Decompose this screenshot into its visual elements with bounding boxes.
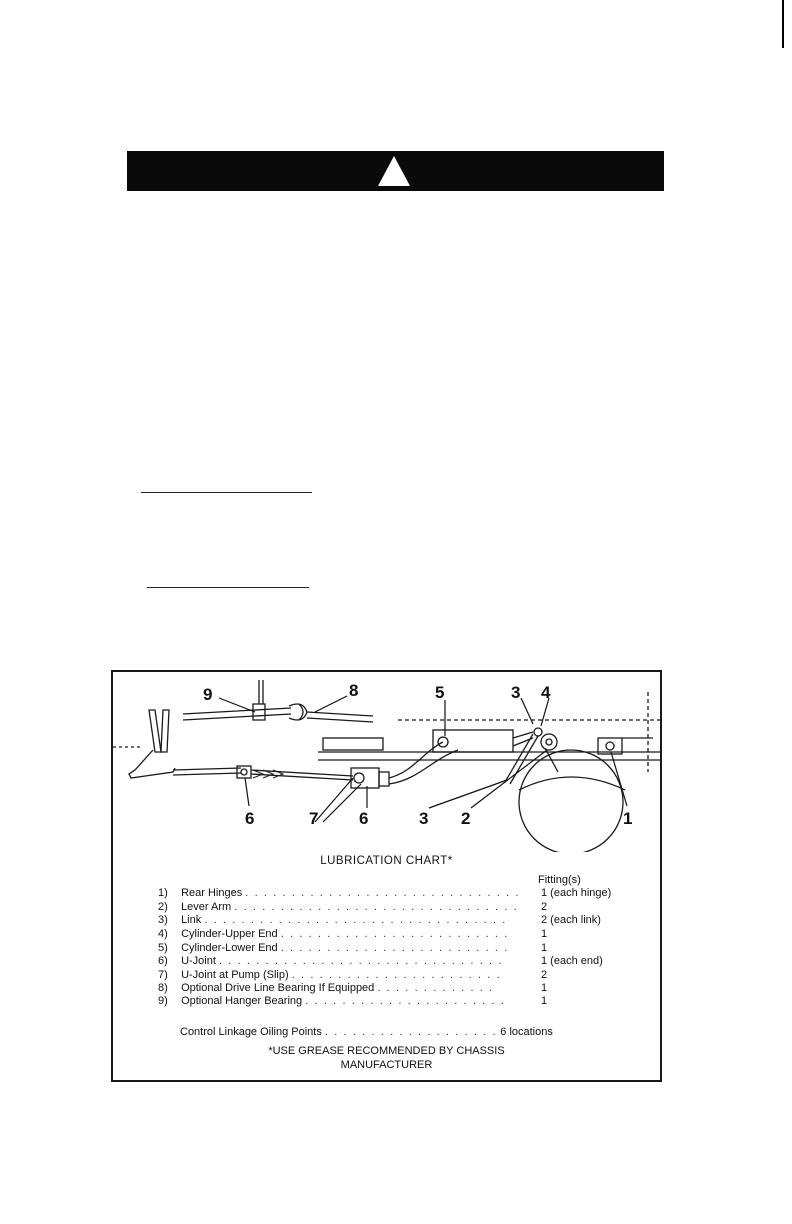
chart-row-2 bbox=[158, 901, 638, 914]
row-value: 1 bbox=[541, 928, 548, 940]
warning-banner bbox=[127, 151, 664, 191]
callout-3-bottom: 3 bbox=[419, 809, 429, 828]
callout-1: 1 bbox=[623, 809, 633, 828]
callout-9: 9 bbox=[203, 685, 213, 704]
chart-row-3 bbox=[158, 914, 638, 927]
row-number: 5) bbox=[158, 942, 168, 954]
chassis-diagram bbox=[113, 672, 660, 852]
row-value: 1 (each hinge) bbox=[541, 887, 612, 899]
row-number: 2) bbox=[158, 901, 168, 913]
callout-8: 8 bbox=[349, 681, 359, 700]
chart-title: LUBRICATION CHART* bbox=[320, 855, 453, 867]
row-label: U-Joint bbox=[181, 955, 216, 967]
oiling-points-row bbox=[180, 1026, 553, 1038]
row-leader: . . . . . . . . . . . . . . . . . . . . . . . . . bbox=[280, 928, 509, 940]
callout-6-left: 6 bbox=[245, 809, 255, 828]
chart-row-8 bbox=[158, 982, 638, 995]
row-value: 1 (each end) bbox=[541, 955, 603, 967]
chart-row-6 bbox=[158, 955, 638, 968]
chart-row-4 bbox=[158, 928, 638, 941]
callout-4: 4 bbox=[541, 683, 551, 702]
grease-note-line-1: *USE GREASE RECOMMENDED BY CHASSIS bbox=[268, 1045, 505, 1057]
oiling-value: 6 locations bbox=[500, 1026, 553, 1038]
row-number: 8) bbox=[158, 982, 168, 994]
row-number: 6) bbox=[158, 955, 168, 967]
underline-blank-2 bbox=[147, 587, 309, 588]
row-label: Optional Drive Line Bearing If Equipped bbox=[181, 982, 375, 994]
row-label: Cylinder-Lower End bbox=[181, 942, 278, 954]
chart-row-7 bbox=[158, 969, 638, 982]
row-number: 3) bbox=[158, 914, 168, 926]
row-number: 4) bbox=[158, 928, 168, 940]
row-leader: . . . . . . . . . . . . . bbox=[377, 982, 494, 994]
row-label: Link bbox=[181, 914, 202, 926]
oiling-label: Control Linkage Oiling Points bbox=[180, 1026, 322, 1038]
grease-note-line-2: MANUFACTURER bbox=[340, 1059, 433, 1071]
callout-3-top: 3 bbox=[511, 683, 521, 702]
row-leader: . . . . . . . . . . . . . . . . . . . . . . . . . . . . . . . bbox=[218, 955, 503, 967]
warning-triangle-icon bbox=[377, 155, 411, 187]
crop-mark bbox=[782, 0, 784, 48]
row-number: 9) bbox=[158, 995, 168, 1007]
row-value: 1 bbox=[541, 982, 548, 994]
row-value: 1 bbox=[541, 995, 548, 1007]
underline-blank-1 bbox=[141, 492, 312, 493]
row-label: Rear Hinges bbox=[181, 887, 243, 899]
fitting-column-header: Fitting(s) bbox=[538, 874, 581, 886]
chart-row-5 bbox=[158, 942, 638, 955]
row-value: 2 bbox=[541, 901, 548, 913]
row-leader: . . . . . . . . . . . . . . . . . . . . . . . . . . . . . . bbox=[245, 887, 520, 899]
row-value: 1 bbox=[541, 942, 548, 954]
callout-5: 5 bbox=[435, 683, 445, 702]
row-leader: . . . . . . . . . . . . . . . . . . . . . . . . . . . . . . . . . bbox=[204, 914, 507, 926]
row-leader: . . . . . . . . . . . . . . . . . . . . . . . . . bbox=[280, 942, 509, 954]
row-leader: . . . . . . . . . . . . . . . . . . . . . . . . . . . . . . . bbox=[234, 901, 519, 913]
chart-row-1 bbox=[158, 887, 638, 900]
row-leader: . . . . . . . . . . . . . . . . . . . . . . . bbox=[291, 969, 502, 981]
callout-2: 2 bbox=[461, 809, 471, 828]
row-value: 2 bbox=[541, 969, 548, 981]
row-number: 7) bbox=[158, 969, 168, 981]
row-leader: . . . . . . . . . . . . . . . . . . . . . . bbox=[305, 995, 506, 1007]
callout-7: 7 bbox=[309, 809, 319, 828]
row-label: U-Joint at Pump (Slip) bbox=[181, 969, 289, 981]
chart-row-9 bbox=[158, 995, 638, 1008]
row-number: 1) bbox=[158, 887, 168, 899]
row-label: Cylinder-Upper End bbox=[181, 928, 278, 940]
row-label: Lever Arm bbox=[181, 901, 232, 913]
lubrication-chart-figure bbox=[111, 670, 662, 1082]
callout-6-right: 6 bbox=[359, 809, 369, 828]
oiling-leader: . . . . . . . . . . . . . . . . . . . bbox=[324, 1026, 498, 1038]
row-value: 2 (each link) bbox=[541, 914, 601, 926]
row-label: Optional Hanger Bearing bbox=[181, 995, 303, 1007]
